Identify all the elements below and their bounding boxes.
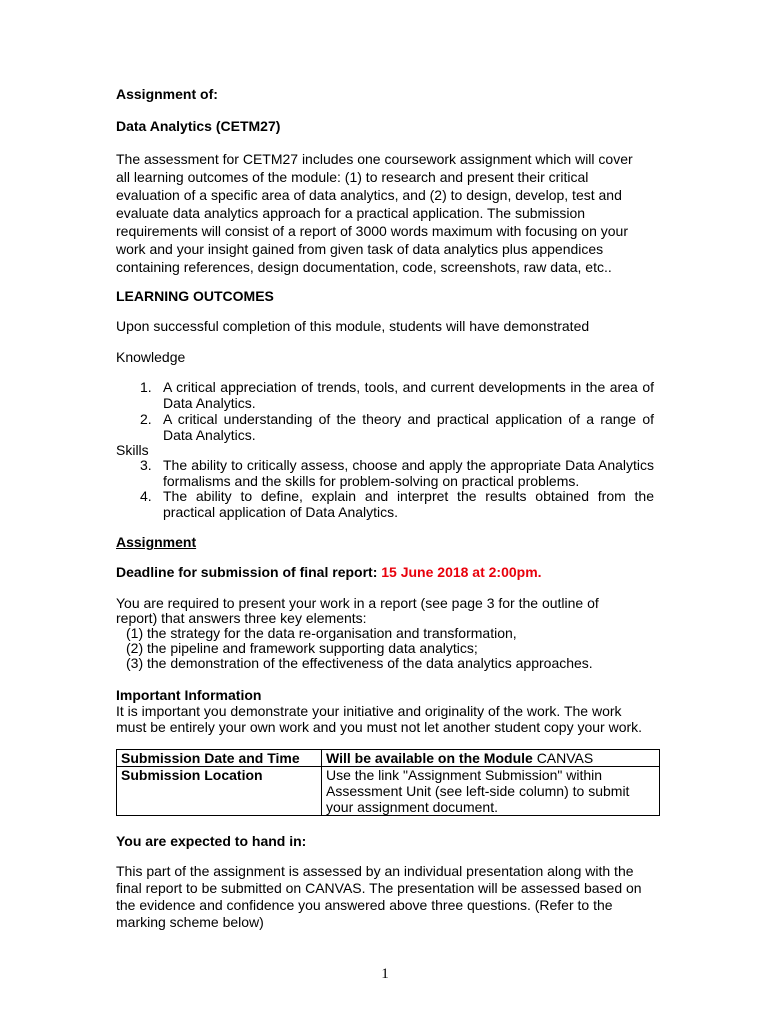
key-element: (3) the demonstration of the effectiveness of the data analytics approaches. [126,655,593,671]
hand-in-line: marking scheme below) [116,914,264,930]
key-element: (1) the strategy for the data re-organisation and transformation, [126,625,517,641]
knowledge-label: Knowledge [116,349,186,365]
table-row [117,767,660,816]
intro-line: work and your insight gained from given task of data analytics plus appendices [116,241,604,257]
outcome-text: The ability to define, explain and interpret the results obtained from the practical application of Data Analytics. [163,488,654,520]
intro-line: evaluation of a specific area of data analytics, and (2) to design, develop, test and [116,187,622,203]
intro-line: containing references, design documentation, code, screenshots, raw data, etc.. [116,259,612,275]
page-number: 1 [381,966,389,982]
intro-paragraph [116,150,654,276]
key-element: (2) the pipeline and framework supporting data analytics; [126,640,478,656]
submission-location-label: Submission Location [117,767,322,816]
submission-date-label: Submission Date and Time [117,750,322,767]
heading-module-title: Data Analytics (CETM27) [116,118,281,134]
important-info-line: It is important you demonstrate your initiative and originality of the work. The work [116,703,622,719]
outcome-number: 1. [140,379,152,395]
important-info-line: must be entirely your own work and you must not let another student copy your work. [116,719,643,735]
submission-table [116,749,660,816]
report-intro-line: report) that answers three key elements: [116,610,367,626]
submission-date-value-bold: Will be available on the Module [326,750,533,766]
outcome-number: 2. [140,411,152,427]
submission-date-value-rest: CANVAS [536,750,594,766]
hand-in-line: final report to be submitted on CANVAS. The presentation will be assessed based on [116,880,642,896]
report-intro [116,596,599,626]
learning-outcomes-intro: Upon successful completion of this module, students will have demonstrated [116,318,590,334]
outcome-number: 3. [140,457,152,473]
important-info-heading: Important Information [116,687,262,703]
heading-assignment-of: Assignment of: [116,86,218,102]
learning-outcomes-heading: LEARNING OUTCOMES [116,288,274,304]
deadline-label: Deadline for submission of final report: [116,564,378,580]
submission-location-line: Use the link "Assignment Submission" within [326,767,603,783]
table-row [117,750,660,767]
submission-location-line: your assignment document. [326,799,498,815]
intro-line: all learning outcomes of the module: (1) to research and present their critical [116,169,589,185]
skills-label: Skills [116,442,149,458]
assignment-heading: Assignment [116,534,197,550]
intro-line: The assessment for CETM27 includes one coursework assignment which will cover [116,151,633,167]
outcome-text: A critical appreciation of trends, tools, and current developments in the area of Data Analytics. [163,379,654,411]
submission-location-value [322,767,660,816]
outcome-text: The ability to critically assess, choose and apply the appropriate Data Analytics formalisms and the skills for problem-solving on practical problems. [163,457,654,489]
deadline-value: 15 June 2018 at 2:00pm. [381,564,542,580]
deadline-line [116,564,542,580]
intro-line: requirements will consist of a report of 3000 words maximum with focusing on your [116,223,628,239]
outcome-text: A critical understanding of the theory and practical application of a range of Data Analytics. [163,411,654,443]
outcome-number: 4. [140,488,152,504]
report-intro-line: You are required to present your work in a report (see page 3 for the outline of [116,595,599,611]
hand-in-line: the evidence and confidence you answered above three questions. (Refer to the [116,897,613,913]
hand-in-paragraph [116,863,642,931]
intro-line: evaluate data analytics approach for a practical application. The submission [116,205,586,221]
hand-in-heading: You are expected to hand in: [116,833,307,849]
submission-location-line: Assessment Unit (see left-side column) to submit [326,783,630,799]
important-info-text [116,703,642,735]
hand-in-line: This part of the assignment is assessed by an individual presentation along with the [116,863,634,879]
submission-date-value [322,750,660,767]
